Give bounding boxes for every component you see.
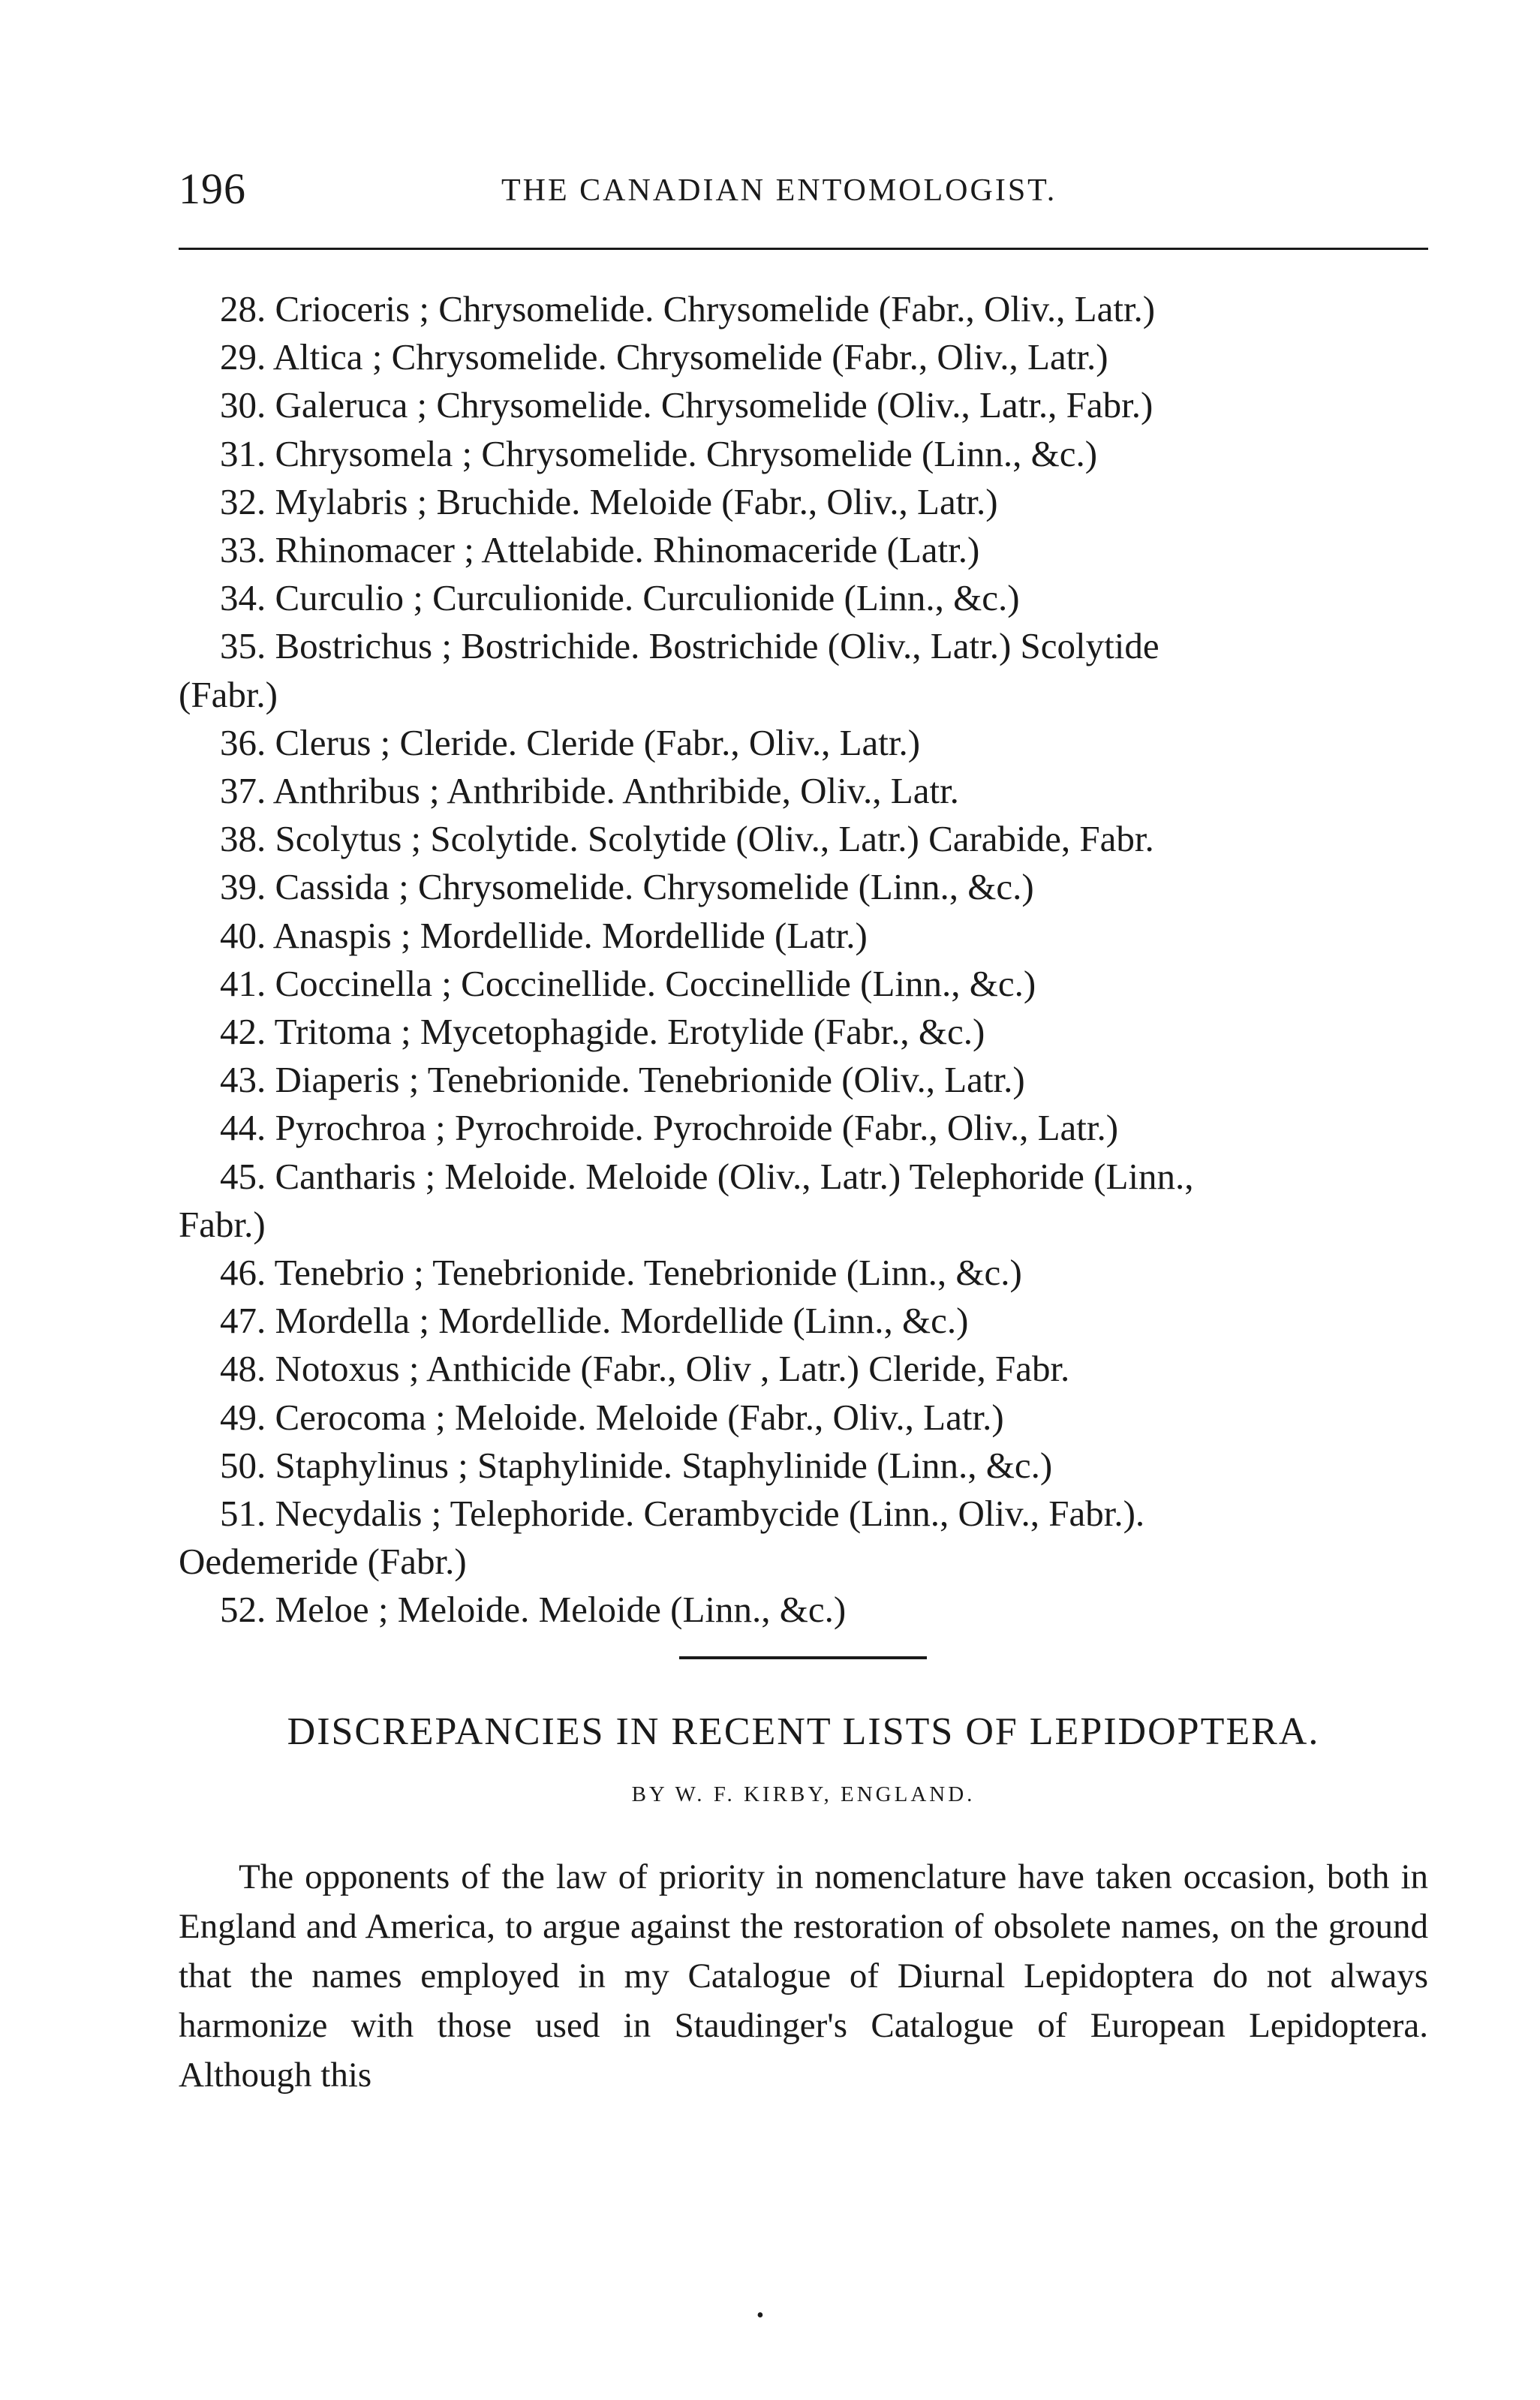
classification-list [179, 285, 1428, 1635]
list-item-continuation: Oedemeride (Fabr.) [179, 1541, 467, 1583]
list-item: 52. Meloe ; Meloide. Meloide (Linn., &c.) [220, 1589, 847, 1631]
list-item: 38. Scolytus ; Scolytide. Scolytide (Oliv., Latr.) Carabide, Fabr. [220, 818, 1154, 860]
page [179, 150, 1428, 2327]
list-item: 42. Tritoma ; Mycetophagide. Erotylide (Fabr., &c.) [220, 1011, 985, 1053]
list-item: 41. Coccinella ; Coccinellide. Coccinellide (Linn., &c.) [220, 962, 1036, 1004]
list-item-continuation: Fabr.) [179, 1203, 266, 1245]
running-head: THE CANADIAN ENTOMOLOGIST. [501, 173, 1057, 208]
list-item: 39. Cassida ; Chrysomelide. Chrysomelide (Linn., &c.) [220, 866, 1034, 908]
list-item: 33. Rhinomacer ; Attelabide. Rhinomaceride (Latr.) [220, 529, 980, 571]
page-header [179, 150, 1428, 218]
list-item: 32. Mylabris ; Bruchide. Meloide (Fabr., Oliv., Latr.) [220, 480, 998, 522]
paragraph-text: The opponents of the law of priority in nomenclature have taken occasion, both in England and America, to argue against the restoration of obsolete names, on the ground that the names employed in my Catalogue of Diurnal Lepidoptera do not always harmonize with those used in Staudinger's Catalogue of European Lepidoptera. Although this [179, 1857, 1428, 2095]
list-item: 35. Bostrichus ; Bostrichide. Bostrichide (Oliv., Latr.) Scolytide [220, 625, 1160, 667]
list-item: 50. Staphylinus ; Staphylinide. Staphylinide (Linn., &c.) [220, 1444, 1053, 1486]
bottom-mark: • [756, 2304, 764, 2327]
list-item: 28. Crioceris ; Chrysomelide. Chrysomelide (Fabr., Oliv., Latr.) [220, 288, 1156, 329]
list-item: 43. Diaperis ; Tenebrionide. Tenebrionide (Oliv., Latr.) [220, 1059, 1025, 1101]
list-item: 48. Notoxus ; Anthicide (Fabr., Oliv , Latr.) Cleride, Fabr. [220, 1348, 1070, 1390]
page-number: 196 [179, 164, 246, 213]
article-byline: BY W. F. KIRBY, ENGLAND. [631, 1782, 976, 1806]
list-item-continuation: (Fabr.) [179, 673, 278, 715]
list-item: 37. Anthribus ; Anthribide. Anthribide, Oliv., Latr. [220, 770, 959, 812]
list-item: 36. Clerus ; Cleride. Cleride (Fabr., Oliv., Latr.) [220, 721, 921, 763]
list-item: 34. Curculio ; Curculionide. Curculionide (Linn., &c.) [220, 577, 1020, 619]
section-divider [679, 1656, 927, 1659]
list-item: 46. Tenebrio ; Tenebrionide. Tenebrionide (Linn., &c.) [220, 1252, 1022, 1294]
list-item: 31. Chrysomela ; Chrysomelide. Chrysomelide (Linn., &c.) [220, 432, 1098, 474]
list-item: 47. Mordella ; Mordellide. Mordellide (Linn., &c.) [220, 1300, 969, 1342]
list-item: 29. Altica ; Chrysomelide. Chrysomelide (Fabr., Oliv., Latr.) [220, 336, 1108, 378]
list-item: 30. Galeruca ; Chrysomelide. Chrysomelide (Oliv., Latr., Fabr.) [220, 384, 1153, 426]
list-item: 44. Pyrochroa ; Pyrochroide. Pyrochroide (Fabr., Oliv., Latr.) [220, 1107, 1119, 1149]
list-item: 40. Anaspis ; Mordellide. Mordellide (Latr.) [220, 914, 868, 956]
article-title: DISCREPANCIES IN RECENT LISTS OF LEPIDOPTERA. [287, 1710, 1320, 1753]
header-rule [179, 248, 1428, 250]
list-item: 51. Necydalis ; Telephoride. Cerambycide (Linn., Oliv., Fabr.). [220, 1493, 1145, 1535]
article-paragraph [179, 1852, 1428, 2100]
list-item: 49. Cerocoma ; Meloide. Meloide (Fabr., Oliv., Latr.) [220, 1396, 1004, 1438]
list-item: 45. Cantharis ; Meloide. Meloide (Oliv., Latr.) Telephoride (Linn., [220, 1155, 1194, 1197]
